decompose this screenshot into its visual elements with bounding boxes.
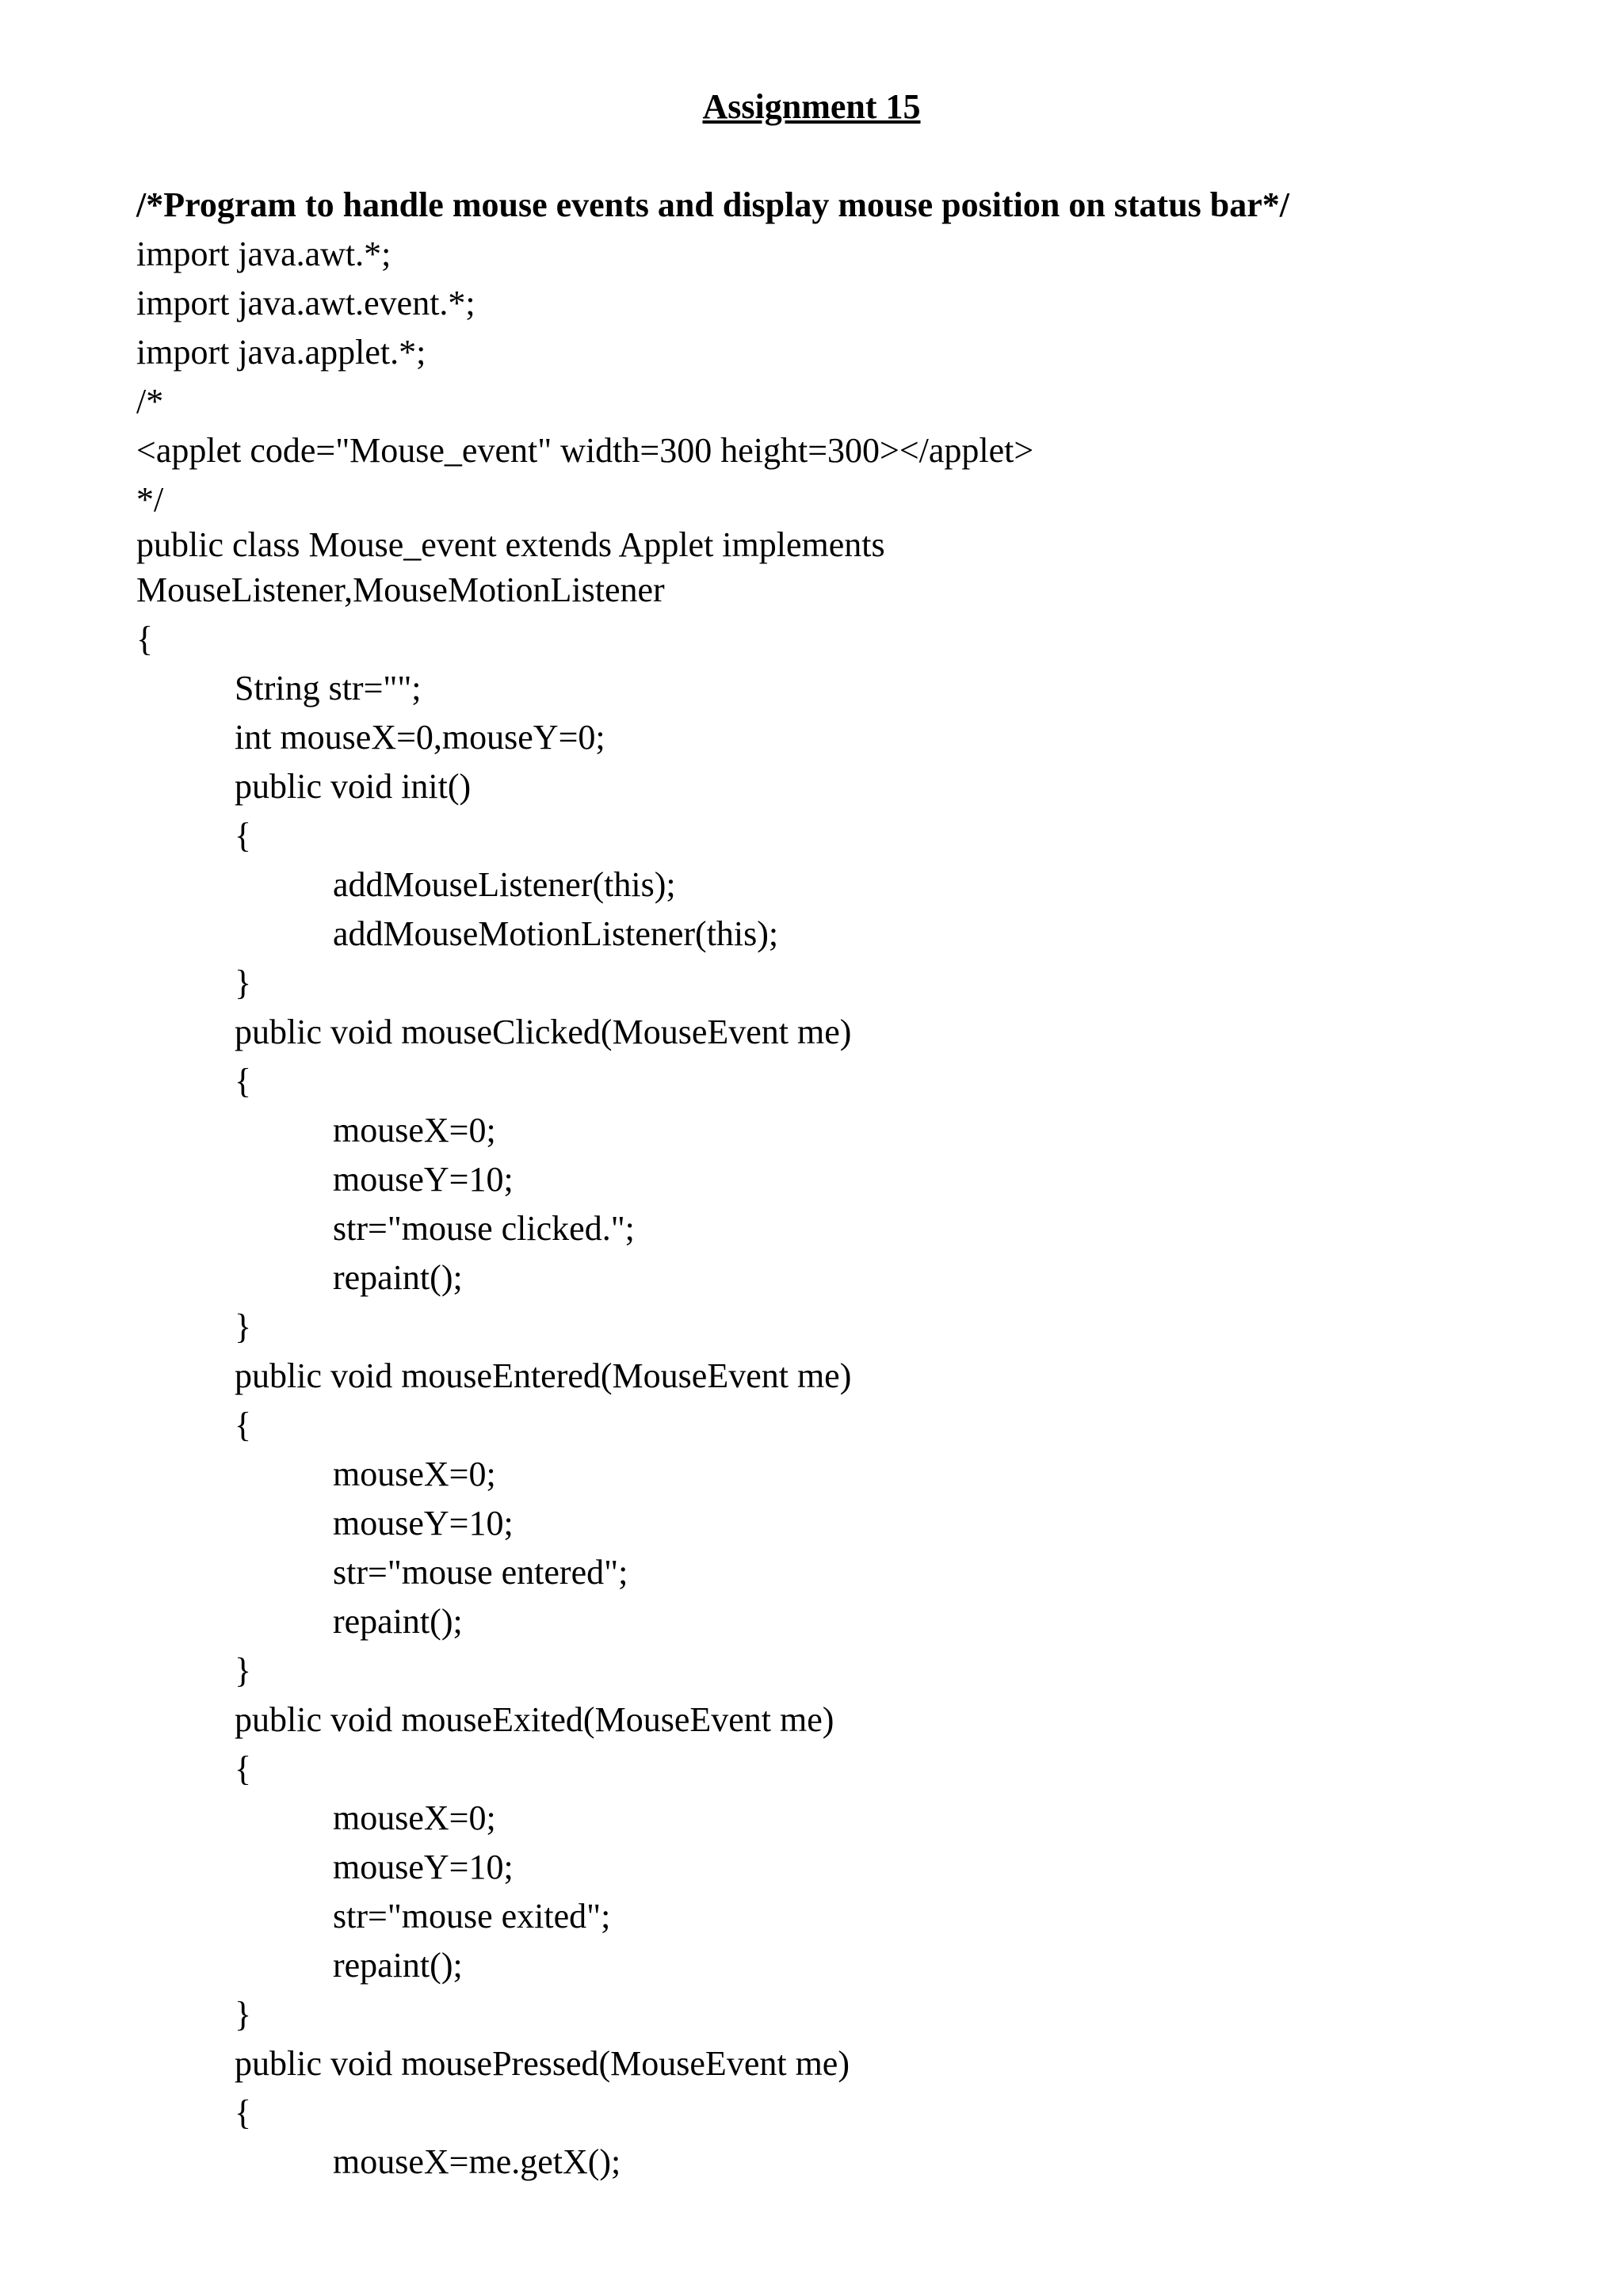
code-line: public void mouseClicked(MouseEvent me) <box>235 1013 852 1051</box>
code-line: mouseX=0; <box>333 1798 496 1837</box>
code-line: { <box>235 816 252 855</box>
code-line: mouseY=10; <box>333 1504 514 1543</box>
code-line: MouseListener,MouseMotionListener <box>136 570 665 609</box>
code-line: str="mouse entered"; <box>333 1553 628 1592</box>
code-line: */ <box>136 480 164 519</box>
code-line: public void init() <box>235 767 472 806</box>
code-line: repaint(); <box>333 1946 463 1985</box>
program-description-comment: /*Program to handle mouse events and display mouse position on status bar*/ <box>136 185 1290 224</box>
code-line: addMouseMotionListener(this); <box>333 914 779 953</box>
code-line: repaint(); <box>333 1602 463 1641</box>
code-line: public class Mouse_event extends Applet implements <box>136 525 885 564</box>
code-line: { <box>235 1405 252 1444</box>
code-line: import java.awt.*; <box>136 235 391 273</box>
code-line: { <box>235 2093 252 2132</box>
code-line: { <box>136 620 154 658</box>
code-listing <box>136 181 1563 2187</box>
code-line: public void mouseExited(MouseEvent me) <box>235 1700 834 1739</box>
code-line: <applet code="Mouse_event" width=300 height=300></applet> <box>136 431 1034 470</box>
code-line: mouseX=0; <box>333 1111 496 1150</box>
code-line: public void mouseEntered(MouseEvent me) <box>235 1356 852 1395</box>
code-line: repaint(); <box>333 1258 463 1297</box>
code-line: } <box>235 1651 252 1690</box>
code-line: str="mouse clicked."; <box>333 1209 635 1248</box>
code-line: import java.applet.*; <box>136 333 426 372</box>
code-line: } <box>235 963 252 1002</box>
code-line: String str=""; <box>235 669 422 707</box>
code-line: } <box>235 1307 252 1346</box>
document-title: Assignment 15 <box>702 87 921 126</box>
code-line: addMouseListener(this); <box>333 865 676 904</box>
code-line: str="mouse exited"; <box>333 1897 611 1936</box>
code-line: mouseY=10; <box>333 1848 514 1886</box>
code-line: mouseX=me.getX(); <box>333 2142 621 2181</box>
code-line: int mouseX=0,mouseY=0; <box>235 718 605 757</box>
code-line: import java.awt.event.*; <box>136 284 475 322</box>
code-line: { <box>235 1749 252 1788</box>
code-line: mouseX=0; <box>333 1455 496 1493</box>
code-line: mouseY=10; <box>333 1160 514 1199</box>
code-line: } <box>235 1995 252 2034</box>
code-line: { <box>235 1062 252 1100</box>
code-line: public void mousePressed(MouseEvent me) <box>235 2044 850 2083</box>
code-line: /* <box>136 382 164 421</box>
